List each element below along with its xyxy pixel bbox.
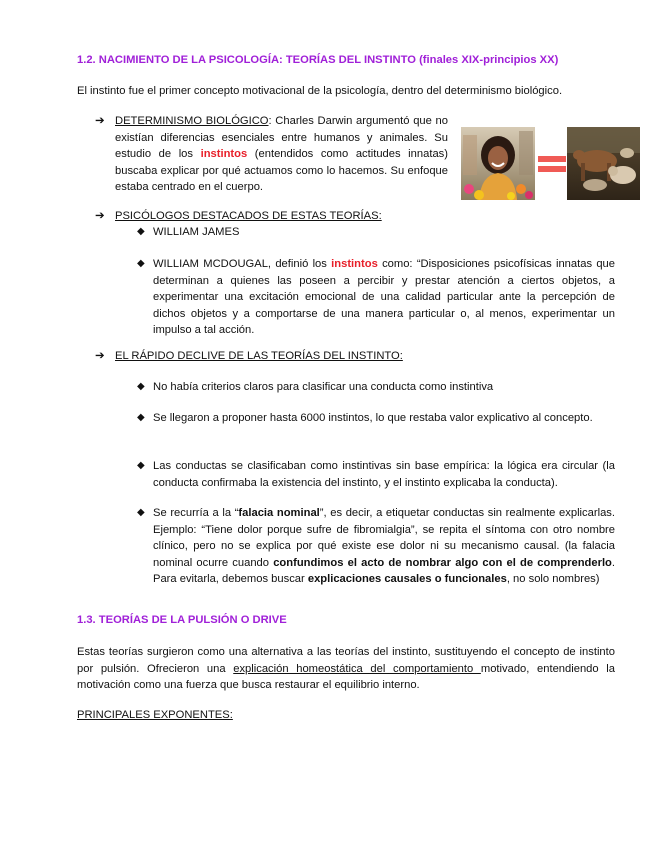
arrow-bullet-icon: ➔ (95, 115, 105, 127)
declive-item-4 (153, 505, 615, 588)
highlight-instintos: instintos (200, 148, 248, 160)
diamond-bullet-icon: ◆ (137, 412, 145, 423)
mcdougal-item (153, 256, 615, 339)
equals-sign-image (537, 153, 567, 175)
declive-item-3: Las conductas se clasificaban como instintivas sin base empírica: la lógica era circular (la conducta confirmaba la existencia del instinto, y el instinto explicaba la conducta). (153, 460, 615, 489)
pulsion-paragraph (77, 644, 615, 694)
exponentes-title: PRINCIPALES EXPONENTES: (77, 709, 233, 721)
confundimos-bold: confundimos el acto de nombrar algo con el de comprenderlo (273, 556, 612, 569)
arrow-bullet-icon: ➔ (95, 210, 105, 222)
diamond-bullet-icon: ◆ (137, 507, 145, 518)
diamond-bullet-icon: ◆ (137, 226, 145, 237)
highlight-instintos: instintos (331, 258, 378, 270)
psicologos-title: PSICÓLOGOS DESTACADOS DE ESTAS TEORÍAS: (115, 210, 382, 222)
item4-text-b: ”, es decir, a etiquetar conductas sin realmente explicarlas. Ejemplo: “Tiene dolor porque sufre de fibromialgia”, se repita el síntoma con otro nombre clínico, pero no se explica por qué existe ese dolor ni su mecanismo causal. (la falacia nominal ocurre cuando (153, 507, 615, 569)
pulsion-text-b: motivado, entendiendo la motivación como una fuerza que busca restaurar el equilibrio interno. (77, 662, 615, 691)
declive-item-2: Se llegaron a proponer hasta 6000 instintos, lo que restaba valor explicativo al concepto. (153, 412, 593, 424)
pulsion-text-a: Estas teorías surgieron como una alternativa a las teorías del instinto, sustituyendo el concepto de instinto por pulsión. Ofrecieron una (77, 646, 615, 675)
determinismo-paragraph (115, 113, 448, 196)
arrow-bullet-icon: ➔ (95, 350, 105, 362)
mcdougal-text-a: WILLIAM MCDOUGAL, definió los (153, 258, 332, 270)
determinismo-text-a: : Charles Darwin argumentó que no existían diferencias esenciales entre humanos y animales. Su estudio de los (115, 115, 448, 160)
item4-text-d: , no solo nombres) (506, 573, 600, 585)
falacia-nominal-bold: falacia nominal (238, 507, 320, 519)
section-heading-1-3: 1.3. TEORÍAS DE LA PULSIÓN O DRIVE (77, 614, 287, 626)
diamond-bullet-icon: ◆ (137, 460, 145, 471)
item4-text-a: Se recurría a la “ (153, 507, 239, 519)
william-james-item: WILLIAM JAMES (153, 226, 240, 238)
diamond-bullet-icon: ◆ (137, 381, 145, 392)
mcdougal-text-b: como: “Disposiciones psicofísicas innatas que determinan a quienes las poseen a percibir y prestar atención a ciertos objetos, a experimentar una excitación emocional de una calidad particular ante la percepción de dichos objetos y a comportarse de una manera particular o, al menos, experimentar un impulso a tal acción. (153, 258, 615, 336)
declive-item-1: No había criterios claros para clasificar una conducta como instintiva (153, 381, 494, 393)
woman-flowers-image (461, 127, 535, 200)
explicaciones-bold: explicaciones causales o funcionales (307, 573, 507, 585)
intro-paragraph: El instinto fue el primer concepto motivacional de la psicología, dentro del determinismo biológico. (77, 85, 563, 97)
item4-text-c: . Para evitarla, debemos buscar (153, 556, 615, 585)
determinismo-title: DETERMINISMO BIOLÓGICO (115, 115, 269, 127)
diamond-bullet-icon: ◆ (137, 258, 145, 269)
declive-title: EL RÁPIDO DECLIVE DE LAS TEORÍAS DEL INSTINTO: (115, 350, 403, 362)
animals-painting-image (567, 127, 640, 200)
determinismo-text-b: (entendidos como actitudes innatas) buscaba explicar por qué actuamos como lo hacemos. Su enfoque estaba centrado en el cuerpo. (115, 148, 448, 193)
section-heading-1-2: 1.2. NACIMIENTO DE LA PSICOLOGÍA: TEORÍAS DEL INSTINTO (finales XIX-principios XX) (77, 54, 559, 66)
homeostatica-underline: explicación homeostática del comportamiento (233, 662, 481, 675)
